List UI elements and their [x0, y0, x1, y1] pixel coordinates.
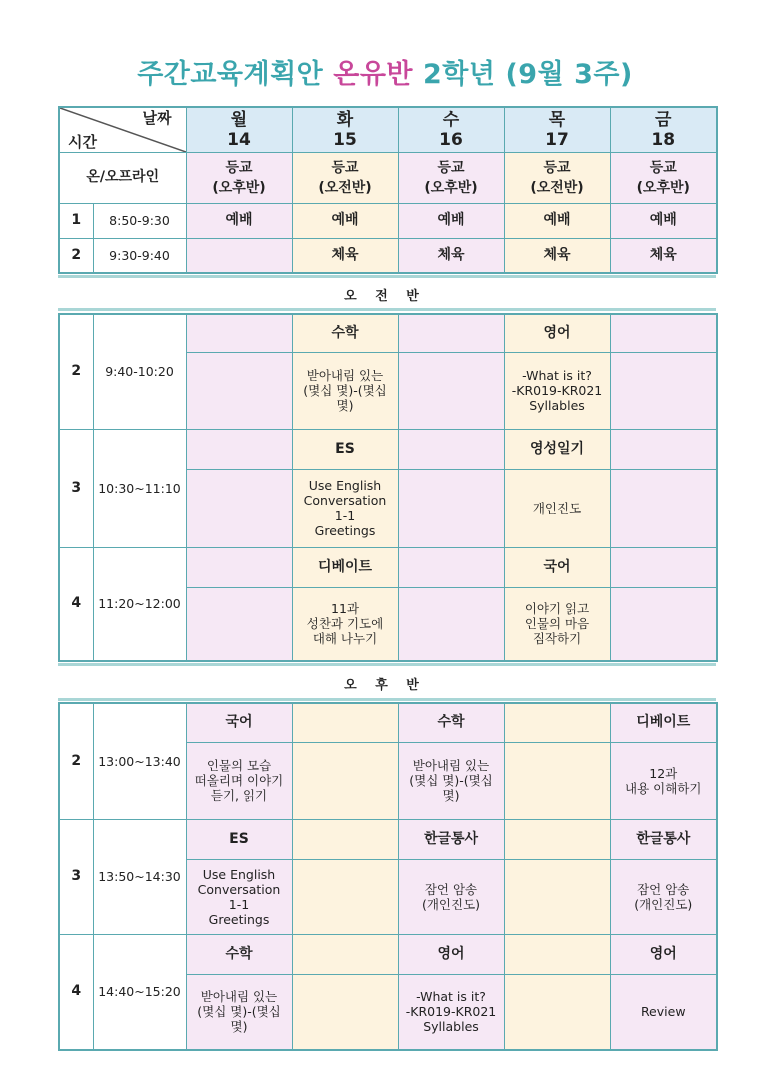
detail-cell	[398, 352, 504, 429]
subject-cell: 국어	[504, 547, 610, 587]
detail-cell	[610, 469, 717, 547]
morning-section-label: 오 전 반	[344, 289, 426, 304]
date-time-corner-cell	[59, 107, 186, 152]
subject-cell: 예배	[186, 203, 292, 238]
subject-cell: 예배	[610, 203, 717, 238]
period-time: 14:40~15:20	[93, 934, 186, 1050]
divider	[58, 308, 716, 311]
day-header-tue: 화 15	[292, 107, 398, 152]
period-time: 9:40-10:20	[93, 314, 186, 429]
day-header-mon: 월 14	[186, 107, 292, 152]
period-number: 2	[59, 703, 93, 819]
afternoon-row-3-subject	[59, 934, 717, 974]
period-time: 10:30~11:10	[93, 429, 186, 547]
subject-cell: ES	[186, 819, 292, 859]
detail-cell: 11과 성찬과 기도에 대해 나누기	[292, 587, 398, 661]
mode-cell: 등교 (오전반)	[292, 152, 398, 203]
period-number: 3	[59, 429, 93, 547]
detail-cell	[504, 859, 610, 934]
mode-label: 온/오프라인	[59, 152, 186, 203]
subject-cell: 수학	[186, 934, 292, 974]
subject-cell: 한글통사	[398, 819, 504, 859]
detail-cell: 잠언 암송 (개인진도)	[398, 859, 504, 934]
subject-cell: 예배	[398, 203, 504, 238]
mode-cell: 등교 (오후반)	[610, 152, 717, 203]
subject-cell: 체육	[292, 238, 398, 273]
detail-cell: 잠언 암송 (개인진도)	[610, 859, 717, 934]
schedule-header-table	[58, 106, 718, 274]
detail-cell: 12과 내용 이해하기	[610, 742, 717, 819]
afternoon-section-label: 오 후 반	[344, 678, 426, 693]
detail-cell	[186, 352, 292, 429]
common-row-2	[59, 238, 717, 273]
subject-cell	[504, 819, 610, 859]
period-number: 3	[59, 819, 93, 934]
title-part-1: 주간교육계획안	[137, 59, 324, 90]
morning-row-2-subject	[59, 429, 717, 469]
subject-cell	[292, 819, 398, 859]
subject-cell: 체육	[504, 238, 610, 273]
detail-cell: 받아내림 있는 (몇십 몇)-(몇십 몇)	[292, 352, 398, 429]
morning-schedule-table	[58, 313, 718, 662]
detail-cell	[292, 859, 398, 934]
period-time: 9:30-9:40	[93, 238, 186, 273]
detail-cell	[398, 587, 504, 661]
subject-cell	[610, 314, 717, 352]
afternoon-row-2-subject	[59, 819, 717, 859]
detail-cell: 인물의 모습 떠올리며 이야기 듣기, 읽기	[186, 742, 292, 819]
detail-cell: 받아내림 있는 (몇십 몇)-(몇십 몇)	[186, 974, 292, 1050]
period-time: 8:50-9:30	[93, 203, 186, 238]
time-label: 시간	[68, 132, 97, 151]
page-title	[0, 52, 770, 91]
period-time: 13:00~13:40	[93, 703, 186, 819]
subject-cell	[186, 547, 292, 587]
period-time: 13:50~14:30	[93, 819, 186, 934]
subject-cell	[398, 314, 504, 352]
subject-cell: 영어	[610, 934, 717, 974]
subject-cell: 디베이트	[610, 703, 717, 742]
morning-row-3-subject	[59, 547, 717, 587]
period-number: 4	[59, 547, 93, 661]
detail-cell: 개인진도	[504, 469, 610, 547]
detail-cell	[610, 587, 717, 661]
day-header-fri: 금 18	[610, 107, 717, 152]
detail-cell: -What is it? -KR019-KR021 Syllables	[398, 974, 504, 1050]
divider	[58, 663, 716, 666]
detail-cell: Use English Conversation 1-1 Greetings	[186, 859, 292, 934]
period-time: 11:20~12:00	[93, 547, 186, 661]
subject-cell	[610, 547, 717, 587]
detail-cell: 받아내림 있는 (몇십 몇)-(몇십 몇)	[398, 742, 504, 819]
subject-cell	[398, 429, 504, 469]
day-header-thu: 목 17	[504, 107, 610, 152]
subject-cell: 수학	[292, 314, 398, 352]
mode-cell: 등교 (오후반)	[398, 152, 504, 203]
subject-cell: 영어	[504, 314, 610, 352]
subject-cell	[398, 547, 504, 587]
subject-cell	[292, 703, 398, 742]
detail-cell: Review	[610, 974, 717, 1050]
detail-cell: -What is it? -KR019-KR021 Syllables	[504, 352, 610, 429]
detail-cell	[292, 742, 398, 819]
period-number: 4	[59, 934, 93, 1050]
subject-cell: 수학	[398, 703, 504, 742]
detail-cell	[610, 352, 717, 429]
subject-cell: 체육	[610, 238, 717, 273]
title-part-2: 온유반	[333, 59, 414, 90]
detail-cell	[398, 469, 504, 547]
mode-cell: 등교 (오전반)	[504, 152, 610, 203]
divider	[58, 698, 716, 701]
morning-row-1-subject	[59, 314, 717, 352]
detail-cell	[186, 587, 292, 661]
detail-cell	[186, 469, 292, 547]
subject-cell	[292, 934, 398, 974]
subject-cell: 예배	[292, 203, 398, 238]
header-row	[59, 107, 717, 152]
title-part-3: 2학년	[423, 59, 496, 90]
subject-cell: 영성일기	[504, 429, 610, 469]
detail-cell	[504, 742, 610, 819]
divider	[58, 275, 716, 278]
subject-cell: 한글통사	[610, 819, 717, 859]
afternoon-schedule-table	[58, 702, 718, 1051]
day-header-wed: 수 16	[398, 107, 504, 152]
period-number: 1	[59, 203, 93, 238]
subject-cell: ES	[292, 429, 398, 469]
detail-cell: Use English Conversation 1-1 Greetings	[292, 469, 398, 547]
period-number: 2	[59, 314, 93, 429]
detail-cell: 이야기 읽고 인물의 마음 짐작하기	[504, 587, 610, 661]
subject-cell	[610, 429, 717, 469]
subject-cell	[504, 934, 610, 974]
title-part-4: (9월 3주)	[505, 59, 633, 90]
subject-cell: 체육	[398, 238, 504, 273]
subject-cell: 예배	[504, 203, 610, 238]
afternoon-row-1-subject	[59, 703, 717, 742]
mode-cell: 등교 (오후반)	[186, 152, 292, 203]
detail-cell	[504, 974, 610, 1050]
subject-cell: 영어	[398, 934, 504, 974]
subject-cell: 국어	[186, 703, 292, 742]
period-number: 2	[59, 238, 93, 273]
subject-cell	[186, 429, 292, 469]
common-row-1	[59, 203, 717, 238]
subject-cell	[186, 314, 292, 352]
date-label: 날짜	[142, 109, 172, 127]
detail-cell	[292, 974, 398, 1050]
subject-cell: 디베이트	[292, 547, 398, 587]
subject-cell	[186, 238, 292, 273]
mode-row	[59, 152, 717, 203]
subject-cell	[504, 703, 610, 742]
